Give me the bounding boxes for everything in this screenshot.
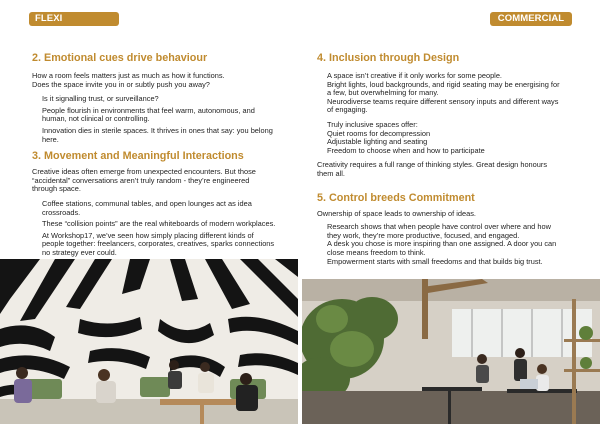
sec2-p2-line2: here. xyxy=(42,134,59,144)
heading-control-commitment: 5. Control breeds Commitment xyxy=(317,191,475,204)
sec3-p3-line3: no strategy ever could. xyxy=(42,247,117,257)
sec4-close-line2: them all. xyxy=(317,168,345,178)
heading-movement-interactions: 3. Movement and Meaningful Interactions xyxy=(32,150,244,163)
sec2-p1-line1: People flourish in environments that feel warm, autonomous, and xyxy=(42,105,255,115)
sec2-question: Is it signalling trust, or surveillance? xyxy=(42,94,159,104)
sec2-intro-line1: How a room feels matters just as much as how it functions. xyxy=(32,71,225,80)
sec2-p1-line2: human, not clinical or controlling. xyxy=(42,114,150,124)
sec4-line1: A space isn’t creative if it only works for some people. xyxy=(327,71,502,80)
sec3-p3-line1: At Workshop17, we’ve seen how simply placing different kinds of xyxy=(42,230,254,240)
sec3-p1-line1: Coffee stations, communal tables, and open lounges act as idea xyxy=(42,198,252,208)
photo-lounge-zebra-mural xyxy=(0,259,298,424)
sec4-close-line1: Creativity requires a full range of thinking styles. Great design honours xyxy=(317,160,548,170)
sec5-line5: Empowerment starts with small freedoms and that builds big trust. xyxy=(327,256,543,266)
section-tag-commercial: COMMERCIAL xyxy=(490,12,572,26)
right-column xyxy=(317,52,577,266)
sec3-p2: These “collision points” are the real whiteboards of modern workplaces. xyxy=(42,219,276,229)
sec3-intro-line2: “accidental” conversations aren’t truly random - they’re engineered xyxy=(32,175,250,185)
sec4-line2: Bright lights, loud backgrounds, and rigid seating may be energising for xyxy=(327,79,560,89)
sec4-offer-heading: Truly inclusive spaces offer: xyxy=(327,119,418,129)
sec4-line3: a few, but overwhelming for many. xyxy=(327,88,439,98)
sec4-offer-item2: Adjustable lighting and seating xyxy=(327,137,428,147)
sec3-p1-line2: crossroads. xyxy=(42,207,81,217)
sec3-intro-line1: Creative ideas often emerge from unexpected encounters. But those xyxy=(32,167,256,177)
heading-emotional-cues: 2. Emotional cues drive behaviour xyxy=(32,52,208,64)
section-tag-flexi-workspaces: FLEXI WORKSPACES xyxy=(29,12,119,26)
left-column xyxy=(32,52,287,258)
sec2-p2-line1: Innovation dies in sterile spaces. It thrives in ones that say: you belong xyxy=(42,125,273,135)
sec5-line3: A desk you chose is more inspiring than one assigned. A door you can xyxy=(327,239,557,249)
sec4-line4: Neurodiverse teams require different sensory inputs and different ways xyxy=(327,96,559,106)
sec3-intro-line3: through space. xyxy=(32,184,81,194)
heading-inclusion-design: 4. Inclusion through Design xyxy=(317,52,460,64)
photo-workspace-plants xyxy=(302,279,600,424)
sec5-line1: Research shows that when people have control over where and how xyxy=(327,222,551,232)
sec4-offer-item1: Quiet rooms for decompression xyxy=(327,128,431,138)
sec4-offer-item3: Freedom to choose when and how to participate xyxy=(327,145,485,155)
sec2-intro-line2: Does the space invite you in or subtly push you away? xyxy=(32,79,210,89)
sec5-line2: they work, they’re more productive, focused, and engaged. xyxy=(327,230,520,240)
sec3-p3-line2: people together: freelancers, corporates, creatives, sparks connections xyxy=(42,239,275,249)
sec4-line5: of engaging. xyxy=(327,105,368,115)
sec5-intro: Ownership of space leads to ownership of ideas. xyxy=(317,208,476,218)
sec5-line4: close means freedom to think. xyxy=(327,247,426,257)
